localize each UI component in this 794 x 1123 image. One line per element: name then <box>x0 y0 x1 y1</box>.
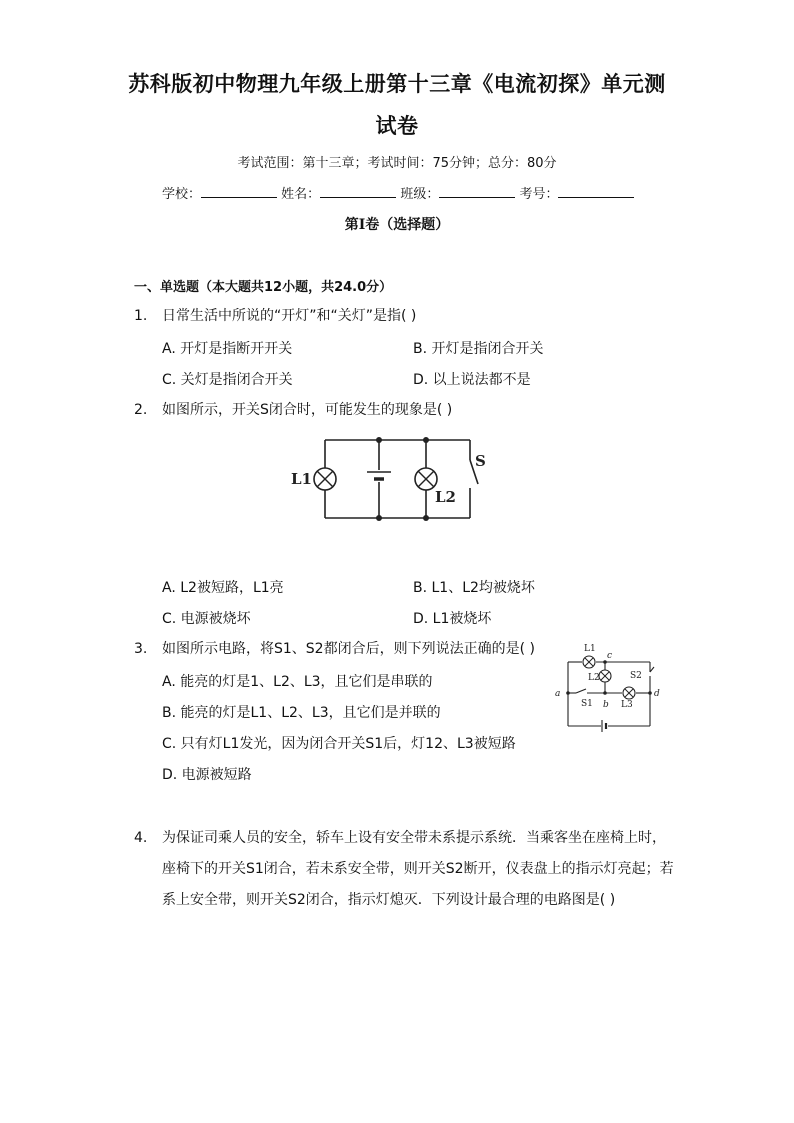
volume-title: 第I卷（选择题） <box>344 217 450 233</box>
exam-info: 考试范围：第十三章；考试时间：75分钟；总分：80分 <box>237 156 557 171</box>
name-blank[interactable] <box>320 183 396 198</box>
q2-option-b[interactable]: B. L1、L2均被烧坏 <box>413 580 535 596</box>
question-number: 1. <box>134 308 148 324</box>
q2-circuit-diagram <box>285 430 505 530</box>
q3-option-c[interactable]: C. 只有灯L1发光，因为闭合开关S1后，灯12、L3被短路 <box>162 736 516 752</box>
lamp-l2-icon <box>599 670 611 682</box>
q3-option-d[interactable]: D. 电源被短路 <box>162 767 252 783</box>
label-b: b <box>603 700 609 710</box>
label-c: c <box>607 651 613 661</box>
paper-title-line2: 试卷 <box>375 113 419 138</box>
lamp-l1-icon <box>314 468 336 490</box>
junction-dot <box>376 515 382 521</box>
name-label: 姓名： <box>281 187 321 202</box>
question-3-text: 如图所示电路，将S1、S2都闭合后，则下列说法正确的是( ) <box>162 641 535 657</box>
school-label: 学校： <box>162 187 202 202</box>
label-l2: L2 <box>588 673 600 683</box>
lamp-l2-icon <box>415 468 437 490</box>
q2-option-d[interactable]: D. L1被烧坏 <box>413 611 492 627</box>
junction-dot <box>566 691 570 695</box>
question-number: 4. <box>134 830 148 846</box>
question-1-text: 日常生活中所说的“开灯”和“关灯”是指( ) <box>162 308 417 324</box>
junction-dot <box>423 437 429 443</box>
number-blank[interactable] <box>558 183 634 198</box>
class-label: 班级： <box>400 187 440 202</box>
school-blank[interactable] <box>201 183 277 198</box>
question-number: 2. <box>134 402 148 418</box>
label-l3: L3 <box>621 700 633 710</box>
q1-option-d[interactable]: D. 以上说法都不是 <box>413 372 531 388</box>
question-number: 3. <box>134 641 148 657</box>
q1-option-b[interactable]: B. 开灯是指闭合开关 <box>413 341 544 357</box>
q3-option-a[interactable]: A. 能亮的灯是1、L2、L3，且它们是串联的 <box>162 674 433 690</box>
lamp-l1-icon <box>583 656 595 668</box>
q3-option-b[interactable]: B. 能亮的灯是L1、L2、L3，且它们是并联的 <box>162 705 441 721</box>
number-label: 考号： <box>519 187 559 202</box>
q3-circuit-diagram <box>550 636 665 736</box>
q1-option-c[interactable]: C. 关灯是指闭合开关 <box>162 372 293 388</box>
lamp-l3-icon <box>623 687 635 699</box>
label-s: S <box>475 452 486 470</box>
junction-dot <box>376 437 382 443</box>
section-title: 一、单选题（本大题共12小题，共24.0分） <box>134 280 393 295</box>
label-l1: L1 <box>291 470 312 488</box>
junction-dot <box>603 691 607 695</box>
label-s2: S2 <box>630 671 642 681</box>
question-4-line1: 为保证司乘人员的安全，轿车上设有安全带未系提示系统．当乘客坐在座椅上时， <box>162 830 666 846</box>
junction-dot <box>423 515 429 521</box>
label-d: d <box>654 689 660 699</box>
q2-option-a[interactable]: A. L2被短路，L1亮 <box>162 580 284 596</box>
paper-title-line1: 苏科版初中物理九年级上册第十三章《电流初探》单元测 <box>128 71 666 96</box>
label-l1: L1 <box>584 644 596 654</box>
label-s1: S1 <box>581 699 593 709</box>
label-l2: L2 <box>435 488 456 506</box>
label-a: a <box>555 689 561 699</box>
question-4-line2: 座椅下的开关S1闭合，若未系安全带，则开关S2断开，仪表盘上的指示灯亮起；若 <box>162 861 674 877</box>
junction-dot <box>648 691 652 695</box>
student-info-row <box>162 183 634 202</box>
class-blank[interactable] <box>439 183 515 198</box>
question-4-line3: 系上安全带，则开关S2闭合，指示灯熄灭．下列设计最合理的电路图是( ) <box>162 892 616 908</box>
q2-option-c[interactable]: C. 电源被烧坏 <box>162 611 251 627</box>
q1-option-a[interactable]: A. 开灯是指断开开关 <box>162 341 293 357</box>
question-2-text: 如图所示，开关S闭合时，可能发生的现象是( ) <box>162 402 453 418</box>
